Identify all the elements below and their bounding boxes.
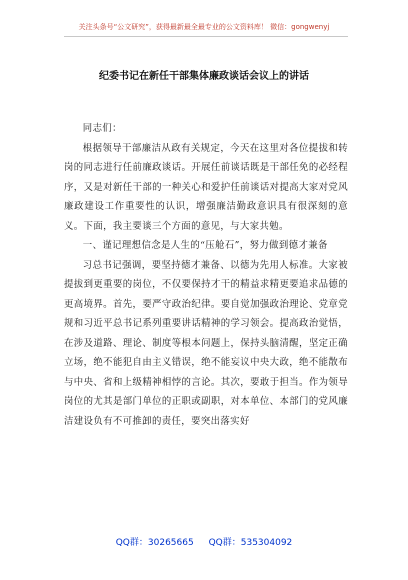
footer-contact <box>0 535 408 548</box>
header-notice: 关注头条号“公文研究”，获得最新最全最专业的公文资料库！ 微信：gongwenyj <box>78 23 330 31</box>
qq-group-2: QQ群：535304092 <box>208 538 293 548</box>
paragraph-section-1: 习总书记强调，要坚持德才兼备、以德为先用人标准。大家被提拔到更重要的岗位，不仅要保持才干的精益求精更要追求品德的更高境界。首先，要严守政治纪律。要自觉加强政治理论、党章党规和习近平总书记系列重要讲话精神的学习领会。提高政治觉悟，在涉及道路、理论、制度等根本问题上，保持头脑清醒，坚定正确立场，绝不能犯自由主义错误，绝不能妄议中央大政，绝不能散布与中央、省和上级精神相悖的言论。其次，要敢于担当。作为领导岗位的尤其是部门单位的正职或副职，对本单位、本部门的党风廉洁建设负有不可推卸的责任，要突出落实好 <box>64 259 348 427</box>
salutation: 同志们： <box>82 123 122 134</box>
document-body <box>64 119 348 431</box>
paragraph-intro: 根据领导干部廉洁从政有关规定，今天在这里对各位提拔和转岗的同志进行任前廉政谈话。开展任前谈话既是干部任免的必经程序，又是对新任干部的一种关心和爱护任前谈话对提高大家对党风廉政建设工作重要性的认识，增强廉洁勤政意识具有很深刻的意义。下面，我主要谈三个方面的意见，与大家共勉。 <box>64 142 348 232</box>
qq-group-1: QQ群：30265665 <box>115 538 194 548</box>
section-heading-1: 一、谨记理想信念是人生的“压舱石”，努力做到德才兼备 <box>82 240 328 251</box>
document-title: 纪委书记在新任干部集体廉政谈话会议上的讲话 <box>99 71 309 82</box>
header-divider <box>64 36 348 37</box>
